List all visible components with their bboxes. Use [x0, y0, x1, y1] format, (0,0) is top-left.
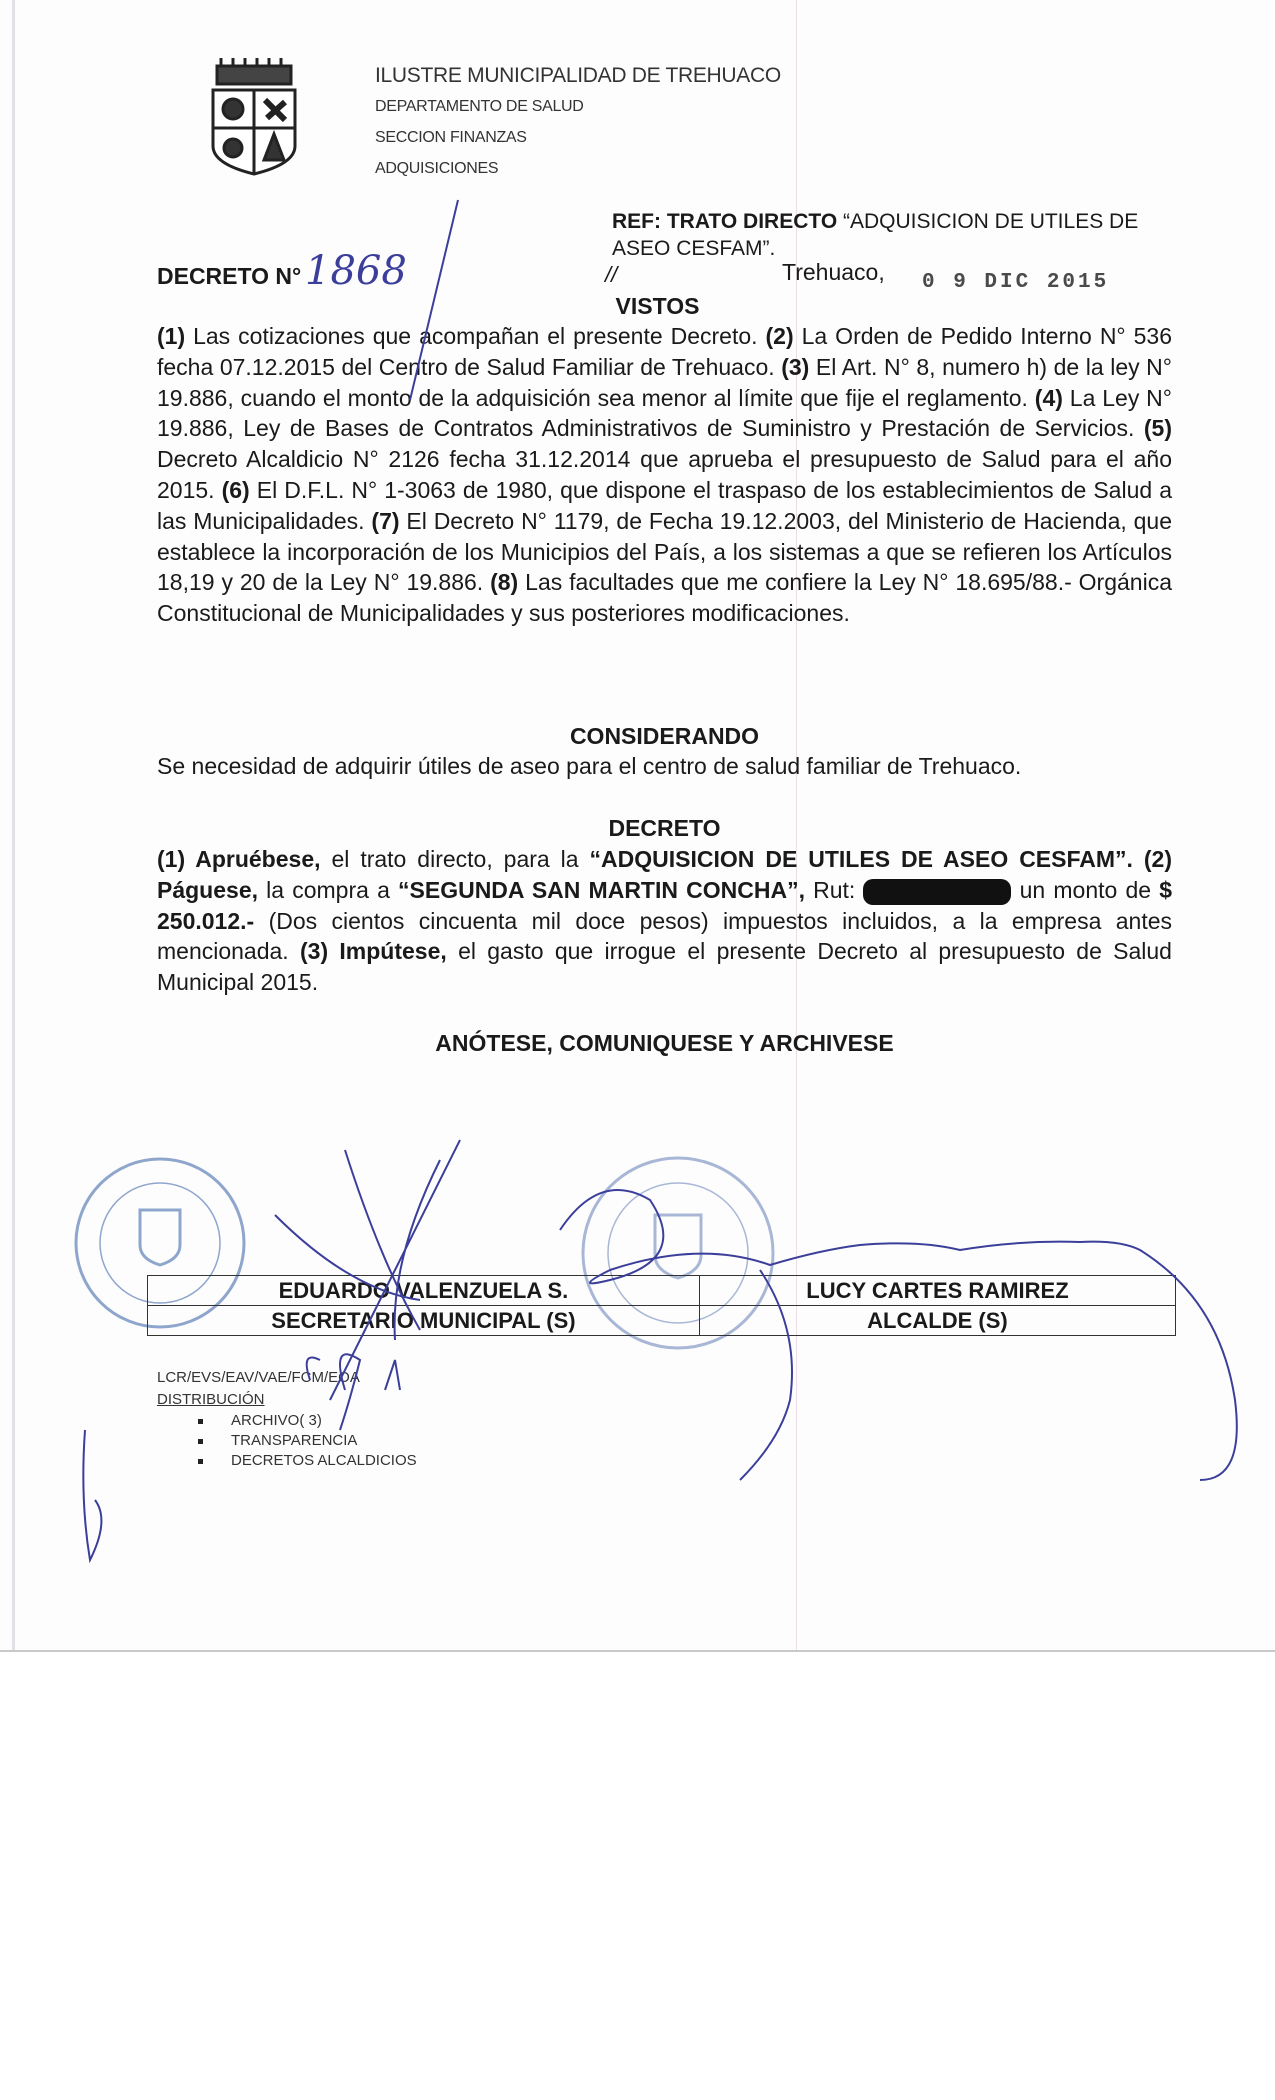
date-stamp: 0 9 DIC 2015 [922, 271, 1110, 294]
visto-number: (3) [781, 353, 810, 380]
amount: $ 250.012.- [157, 876, 1172, 934]
visto-number: (2) [765, 323, 794, 349]
visto-number: (7) [371, 507, 400, 534]
p3-text: el gasto que irrogue el presente Decreto al presupuesto de Salud Municipal 2015. [157, 938, 1172, 996]
rut-label: Rut: [804, 876, 864, 903]
visto-text: La Orden de Pedido Interno N° 536 fecha 07.12.2015 del Centro de Salud Familiar de Trehuaco. [157, 323, 1172, 380]
visto-number: (4) [1034, 384, 1063, 411]
institution-name: ILUSTRE MUNICIPALIDAD DE TREHUACO [375, 64, 781, 87]
p1-text: el trato directo, para la [320, 846, 590, 872]
closing-formula: ANÓTESE, COMUNIQUESE Y ARCHIVESE [435, 1030, 894, 1056]
right-signature-icon [560, 1190, 1237, 1480]
p1-verb: Apruébese, [185, 846, 321, 872]
p1-num: (1) [157, 846, 186, 872]
visto-text: La Ley N° 19.886, Ley de Bases de Contratos Administrativos de Suministro y Prestación de Servicios. [157, 384, 1172, 442]
visto-number: (6) [221, 476, 250, 503]
decreto-title: DECRETO [608, 815, 721, 841]
p2-verb: Páguese, [157, 876, 258, 903]
visto-text: El D.F.L. N° 1-3063 de 1980, que dispone el traspaso de los establecimientos de Salud a las Municipalidades. [157, 476, 1172, 534]
visto-text: El Decreto N° 1179, de Fecha 19.12.2003, del Ministerio de Hacienda, que establece la incorporación de los Municipios del País, a los sistemas a que se refieren los Artículos 18,19 y 20 de la Ley N° 19.886. [157, 507, 1172, 596]
visto-text: Las facultades que me confiere la Ley N° 18.695/88.- Orgánica Constitucional de Municipalidades y sus posteriores modificaciones. [157, 569, 1172, 627]
margin-mark-icon [83, 1430, 101, 1560]
vistos-title: VISTOS [615, 293, 700, 319]
visto-text: Las cotizaciones que acompañan el presente Decreto. [185, 323, 766, 349]
supplier-name: “SEGUNDA SAN MARTIN CONCHA”, [398, 876, 805, 903]
initials-scribble-icon [307, 1354, 400, 1430]
p2-text3: (Dos cientos cincuenta mil doce pesos) impuestos incluidos, a la empresa antes mencionada. [157, 907, 1172, 965]
decree-label: DECRETO N° [157, 263, 302, 289]
initials: LCR/EVS/EAV/VAE/FCM/EOA [157, 1369, 360, 1386]
considerando-title: CONSIDERANDO [569, 723, 760, 749]
section-name: SECCION FINANZAS [375, 129, 527, 146]
ref-text: “ADQUISICION DE UTILES DE ASEO CESFAM”. [612, 210, 1139, 260]
visto-text: El Art. N° 8, numero h) de la ley N° 19.886, cuando el monto de la adquisición sea menor al límite que fije el reglamento. [157, 353, 1172, 411]
department-name: DEPARTAMENTO DE SALUD [375, 98, 584, 115]
p3-num: (3) [300, 938, 329, 965]
left-signer-name: EDUARDO VALENZUELA S. [148, 1276, 700, 1306]
distribution-item-label: TRANSPARENCIA [231, 1432, 358, 1449]
visto-number: (5) [1143, 415, 1172, 442]
decree-slashes: // [605, 262, 618, 287]
p2-num: (2) [1132, 846, 1172, 872]
decree-number-slash [410, 200, 458, 400]
decree-number: 1868 [305, 248, 407, 294]
right-signer-name: LUCY CARTES RAMIREZ [699, 1276, 1175, 1306]
left-signature-icon [275, 1140, 460, 1400]
right-signer-title: ALCALDE (S) [699, 1306, 1175, 1336]
p3-verb: Impútese, [328, 938, 447, 965]
p1-object: “ADQUISICION DE UTILES DE ASEO CESFAM”. [589, 846, 1133, 872]
p2-text: la compra a [258, 876, 399, 903]
visto-text: Decreto Alcaldicio N° 2126 fecha 31.12.2014 que aprueba el presupuesto de Salud para el año 2015. [157, 446, 1172, 503]
distribution-item-label: ARCHIVO( 3) [231, 1412, 322, 1429]
considerando-text: Se necesidad de adquirir útiles de aseo para el centro de salud familiar de Trehuaco. [157, 753, 1022, 779]
distribution-label: DISTRIBUCIÓN [157, 1391, 265, 1408]
distribution-item-label: DECRETOS ALCALDICIOS [231, 1452, 417, 1469]
place: Trehuaco, [782, 259, 885, 285]
left-signer-title: SECRETARIO MUNICIPAL (S) [148, 1306, 700, 1336]
visto-number: (8) [490, 569, 519, 596]
visto-number: (1) [157, 323, 186, 349]
unit-name: ADQUISICIONES [375, 160, 499, 177]
p2-text2: un monto de [1011, 876, 1160, 903]
ref-label: REF: TRATO DIRECTO [612, 210, 838, 233]
